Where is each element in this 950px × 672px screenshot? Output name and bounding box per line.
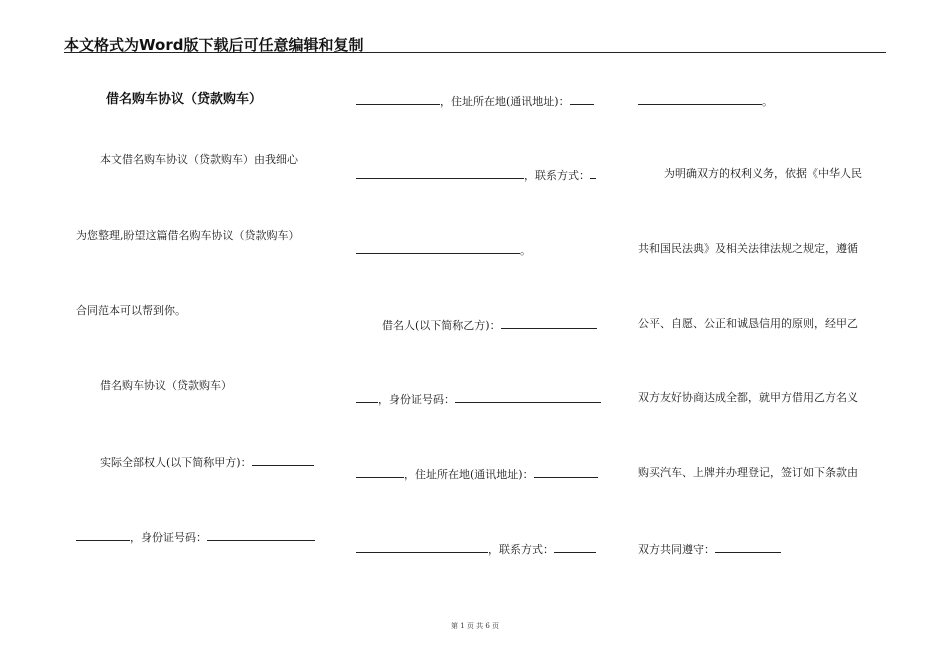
party-b-contact-label: ，联系方式： [488, 543, 554, 556]
preamble-line-2: 共和国民法典》及相关法律法规之规定，遵循 [638, 242, 858, 255]
party-b-address-label: ，住址所在地(通讯地址)： [404, 468, 534, 481]
party-b-id-blank-cont [356, 466, 404, 478]
party-a-address-blank-cont [356, 167, 524, 179]
preamble-blank [715, 541, 781, 553]
document-header: 本文格式为Word版下载后可任意编辑和复制 [64, 36, 364, 54]
party-b-address-blank [534, 466, 598, 478]
text-column-1 [76, 0, 326, 672]
party-b-label: 借名人(以下简称乙方)： [382, 319, 501, 332]
party-b-name-blank [501, 317, 597, 329]
party-a-contact-end-line [356, 242, 531, 258]
party-a-label: 实际全部权人(以下简称甲方)： [100, 456, 252, 469]
preamble-line-3: 公平、自愿、公正和诚恳信用的原则，经甲乙 [638, 317, 858, 330]
period-mark: 。 [520, 244, 531, 257]
party-a-id-blank [207, 529, 315, 541]
party-a-contact-blank-cont [356, 242, 520, 254]
party-b-contact-blank-cont [638, 93, 762, 105]
party-a-id-blank-cont [356, 93, 440, 105]
intro-line-3: 合同范本可以帮到你。 [76, 304, 186, 317]
party-b-contact-end-line [638, 93, 773, 109]
party-b-address-blank-cont [356, 541, 488, 553]
text-column-3 [638, 0, 886, 672]
party-b-line [382, 317, 597, 333]
preamble-line-6 [638, 541, 781, 557]
party-a-contact-label: ，联系方式： [524, 169, 590, 182]
party-a-address-blank [570, 93, 594, 105]
party-a-id-line [76, 529, 315, 545]
intro-line-1: 本文借名购车协议（贷款购车）由我细心 [100, 153, 298, 166]
preamble-line-5: 购买汽车、上牌并办理登记，签订如下条款由 [638, 466, 858, 479]
preamble-line-1: 为明确双方的权利义务，依据《中华人民 [664, 167, 862, 180]
party-b-address-line [356, 466, 598, 482]
preamble-line-4: 双方友好协商达成全都，就甲方借用乙方名义 [638, 391, 858, 404]
party-a-id-label: ，身份证号码： [130, 531, 207, 544]
intro-line-2: 为您整理,盼望这篇借名购车协议（贷款购车） [76, 229, 300, 242]
party-a-line [100, 454, 314, 470]
party-a-name-blank-cont [76, 529, 130, 541]
party-a-contact-line [356, 167, 596, 183]
page-number-footer: 第 1 页 共 6 页 [450, 622, 500, 630]
party-b-id-blank [455, 391, 601, 403]
text-column-2 [356, 0, 606, 672]
party-a-name-blank [252, 454, 314, 466]
party-b-id-line [356, 391, 601, 407]
party-b-contact-line [356, 541, 596, 557]
preamble-line-6-text: 双方共同遵守： [638, 543, 715, 556]
party-b-name-blank-cont [356, 391, 378, 403]
period-mark-2: 。 [762, 95, 773, 108]
party-a-address-label: ，住址所在地(通讯地址)： [440, 95, 570, 108]
party-b-id-label: ，身份证号码： [378, 393, 455, 406]
agreement-subtitle: 借名购车协议（贷款购车） [100, 379, 232, 392]
party-b-contact-blank [554, 541, 596, 553]
party-a-address-line [356, 93, 594, 109]
party-a-contact-blank [590, 167, 596, 179]
agreement-title: 借名购车协议（贷款购车） [106, 92, 263, 107]
